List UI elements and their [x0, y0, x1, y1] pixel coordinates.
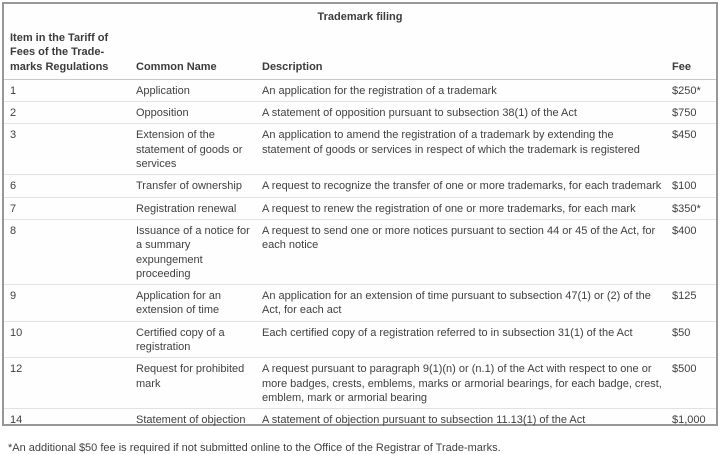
column-header-item: Item in the Tariff of Fees of the Trade-marks Regulations	[4, 31, 136, 79]
item-number-cell: 12	[4, 358, 136, 409]
description-cell: An application for the registration of a trademark	[262, 79, 672, 101]
footnote: *An additional $50 fee is required if not submitted online to the Office of the Registrar of Trade-marks.	[8, 441, 501, 454]
table-row	[4, 409, 716, 431]
fee-cell: $100	[672, 175, 716, 197]
table-row	[4, 79, 716, 101]
table-body	[4, 79, 716, 430]
item-number-cell: 9	[4, 285, 136, 322]
fees-table	[4, 31, 716, 431]
description-cell: Each certified copy of a registration referred to in subsection 31(1) of the Act	[262, 321, 672, 358]
description-cell: An application for an extension of time pursuant to subsection 47(1) or (2) of the Act, for each act	[262, 285, 672, 322]
item-number-cell: 1	[4, 79, 136, 101]
column-header-common-name: Common Name	[136, 31, 262, 79]
item-number-cell: 3	[4, 124, 136, 175]
fee-cell: $250*	[672, 79, 716, 101]
description-cell: A statement of opposition pursuant to subsection 38(1) of the Act	[262, 102, 672, 124]
common-name-cell: Request for prohibited mark	[136, 358, 262, 409]
item-number-cell: 6	[4, 175, 136, 197]
column-header-description: Description	[262, 31, 672, 79]
table-header	[4, 31, 716, 79]
description-cell: A request pursuant to paragraph 9(1)(n) or (n.1) of the Act with respect to one or more badges, crests, emblems, marks or armorial bearings, for each badge, crest, emblem, mark or armorial bearing	[262, 358, 672, 409]
item-number-cell: 8	[4, 219, 136, 284]
common-name-cell: Registration renewal	[136, 197, 262, 219]
description-cell: A request to send one or more notices pursuant to section 44 or 45 of the Act, for each notice	[262, 219, 672, 284]
fee-cell: $125	[672, 285, 716, 322]
trademark-fees-panel	[2, 2, 718, 454]
item-number-cell: 7	[4, 197, 136, 219]
common-name-cell: Statement of objection	[136, 414, 246, 427]
fee-cell: $350*	[672, 197, 716, 219]
common-name-cell: Extension of the statement of goods or services	[136, 124, 262, 175]
fee-cell: $50	[672, 321, 716, 358]
description-cell: A request to renew the registration of one or more trademarks, for each mark	[262, 197, 672, 219]
common-name-cell: Opposition	[136, 102, 262, 124]
table-row	[4, 219, 716, 284]
fee-cell: $1,000	[672, 414, 706, 427]
column-header-fee: Fee	[672, 31, 716, 79]
fee-cell: $500	[672, 358, 716, 409]
table-row	[4, 197, 716, 219]
table-row	[4, 102, 716, 124]
common-name-cell: Application	[136, 79, 262, 101]
table-row	[4, 124, 716, 175]
fee-cell: $400	[672, 219, 716, 284]
item-number-cell: 14	[10, 414, 23, 427]
common-name-cell: Certified copy of a registration	[136, 321, 262, 358]
description-cell: A statement of objection pursuant to subsection 11.13(1) of the Act	[262, 414, 586, 427]
table-row	[4, 175, 716, 197]
table-title: Trademark filing	[317, 11, 403, 23]
common-name-cell: Transfer of ownership	[136, 175, 262, 197]
item-number-cell: 10	[4, 321, 136, 358]
header-row	[4, 31, 716, 79]
fee-cell: $450	[672, 124, 716, 175]
description-cell: An application to amend the registration of a trademark by extending the statement of goods or services in respect of which the trademark is registered	[262, 124, 672, 175]
table-row	[4, 285, 716, 322]
table-row	[4, 321, 716, 358]
description-cell: A request to recognize the transfer of one or more trademarks, for each trademark	[262, 175, 672, 197]
common-name-cell: Application for an extension of time	[136, 285, 262, 322]
table-row	[4, 358, 716, 409]
common-name-cell: Issuance of a notice for a summary expungement proceeding	[136, 219, 262, 284]
item-number-cell: 2	[4, 102, 136, 124]
fee-cell: $750	[672, 102, 716, 124]
